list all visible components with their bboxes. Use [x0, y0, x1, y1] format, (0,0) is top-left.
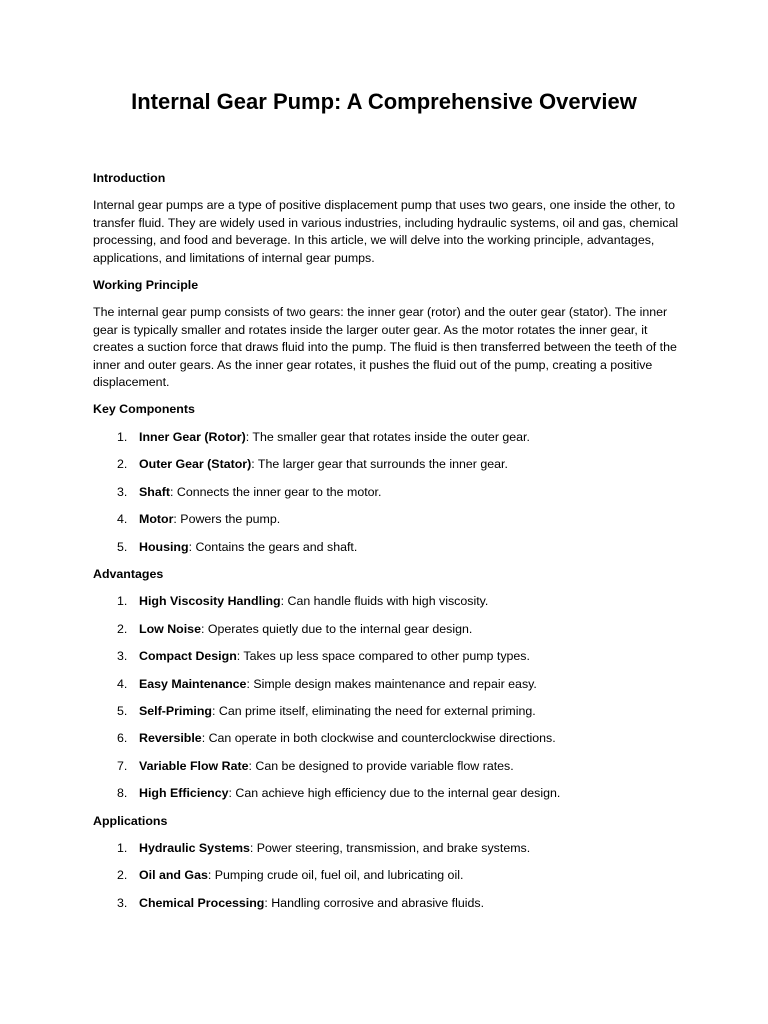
list-description: : Power steering, transmission, and brake systems.: [249, 840, 531, 855]
list-term: Motor: [139, 512, 174, 527]
list-term: Hydraulic Systems: [139, 840, 250, 855]
list-term: High Efficiency: [139, 786, 229, 801]
list-term: Outer Gear (Stator): [139, 457, 252, 472]
list-description: : Powers the pump.: [173, 512, 281, 527]
list-number: 6.: [117, 731, 128, 746]
list-number: 4.: [117, 512, 128, 527]
list-number: 2.: [117, 868, 128, 883]
list-term: Oil and Gas: [139, 868, 208, 883]
introduction-heading: Introduction: [93, 171, 166, 185]
list-description: : Operates quietly due to the internal gear design.: [200, 621, 473, 636]
key-components-heading: Key Components: [93, 402, 195, 417]
list-term: High Viscosity Handling: [139, 594, 281, 609]
list-term: Inner Gear (Rotor): [139, 429, 246, 444]
list-item: [93, 511, 683, 528]
list-number: 8.: [117, 786, 128, 801]
advantages-list: [93, 593, 683, 802]
document-body: [93, 170, 683, 922]
list-item: [93, 456, 683, 473]
list-number: 4.: [117, 676, 128, 691]
working-principle-heading: Working Principle: [93, 278, 199, 293]
working-principle-paragraph: The internal gear pump consists of two gears: the inner gear (rotor) and the outer gear (stator). The inner gear is typically smaller and rotates inside the larger outer gear. As the motor rotates the inner gear, it creates a suction force that draws fluid into the pump. The fluid is then transferred between the teeth of the inner and outer gears. As the inner gear rotates, it pushes the fluid out of the pump, creating a positive displacement.: [93, 305, 677, 390]
list-item: [93, 539, 683, 556]
list-term: Chemical Processing: [139, 895, 265, 910]
list-description: : Pumping crude oil, fuel oil, and lubricating oil.: [207, 868, 464, 883]
list-term: Housing: [139, 539, 189, 554]
list-description: : Can achieve high efficiency due to the internal gear design.: [228, 786, 561, 801]
list-term: Low Noise: [139, 621, 201, 636]
list-description: : Handling corrosive and abrasive fluids.: [264, 895, 485, 910]
introduction-paragraph: Internal gear pumps are a type of positive displacement pump that uses two gears, one inside the other, to transfer fluid. They are widely used in various industries, including hydraulic systems, oil and gas, chemical processing, and food and beverage. In this article, we will delve into the working principle, advantages, applications, and limitations of internal gear pumps.: [93, 198, 679, 265]
list-number: 2.: [117, 457, 128, 472]
list-number: 7.: [117, 758, 128, 773]
list-term: Easy Maintenance: [139, 676, 247, 691]
list-description: : Can handle fluids with high viscosity.: [280, 594, 489, 609]
list-item: [93, 895, 683, 912]
list-number: 5.: [117, 539, 128, 554]
list-item: [93, 484, 683, 501]
advantages-heading: Advantages: [93, 566, 164, 581]
list-number: 1.: [117, 594, 128, 609]
list-number: 5.: [117, 703, 128, 718]
list-number: 1.: [117, 429, 128, 444]
list-item: [93, 648, 683, 665]
list-description: : Connects the inner gear to the motor.: [169, 484, 382, 499]
list-item: [93, 429, 683, 446]
list-item: [93, 730, 683, 747]
list-term: Variable Flow Rate: [139, 758, 249, 773]
list-term: Compact Design: [139, 649, 237, 664]
applications-list: [93, 840, 683, 912]
list-item: [93, 840, 683, 857]
list-number: 3.: [117, 484, 128, 499]
list-description: : Takes up less space compared to other pump types.: [236, 649, 530, 664]
list-number: 3.: [117, 895, 128, 910]
list-term: Reversible: [139, 731, 202, 746]
list-item: [93, 867, 683, 884]
list-item: [93, 703, 683, 720]
key-components-list: [93, 429, 683, 556]
list-number: 1.: [117, 840, 128, 855]
list-item: [93, 785, 683, 802]
list-description: : Can prime itself, eliminating the need for external priming.: [211, 703, 536, 718]
list-term: Self-Priming: [139, 703, 212, 718]
list-description: : Can be designed to provide variable flow rates.: [248, 758, 514, 773]
list-description: : Can operate in both clockwise and counterclockwise directions.: [201, 731, 556, 746]
list-number: 3.: [117, 649, 128, 664]
document-title: Internal Gear Pump: A Comprehensive Overview: [131, 89, 637, 114]
list-term: Shaft: [139, 484, 170, 499]
applications-heading: Applications: [93, 813, 168, 828]
list-item: [93, 676, 683, 693]
list-item: [93, 758, 683, 775]
list-number: 2.: [117, 621, 128, 636]
list-description: : Simple design makes maintenance and repair easy.: [246, 676, 537, 691]
list-item: [93, 593, 683, 610]
list-description: : The smaller gear that rotates inside the outer gear.: [245, 429, 530, 444]
list-description: : The larger gear that surrounds the inner gear.: [251, 457, 508, 472]
list-item: [93, 621, 683, 638]
list-description: : Contains the gears and shaft.: [188, 539, 358, 554]
